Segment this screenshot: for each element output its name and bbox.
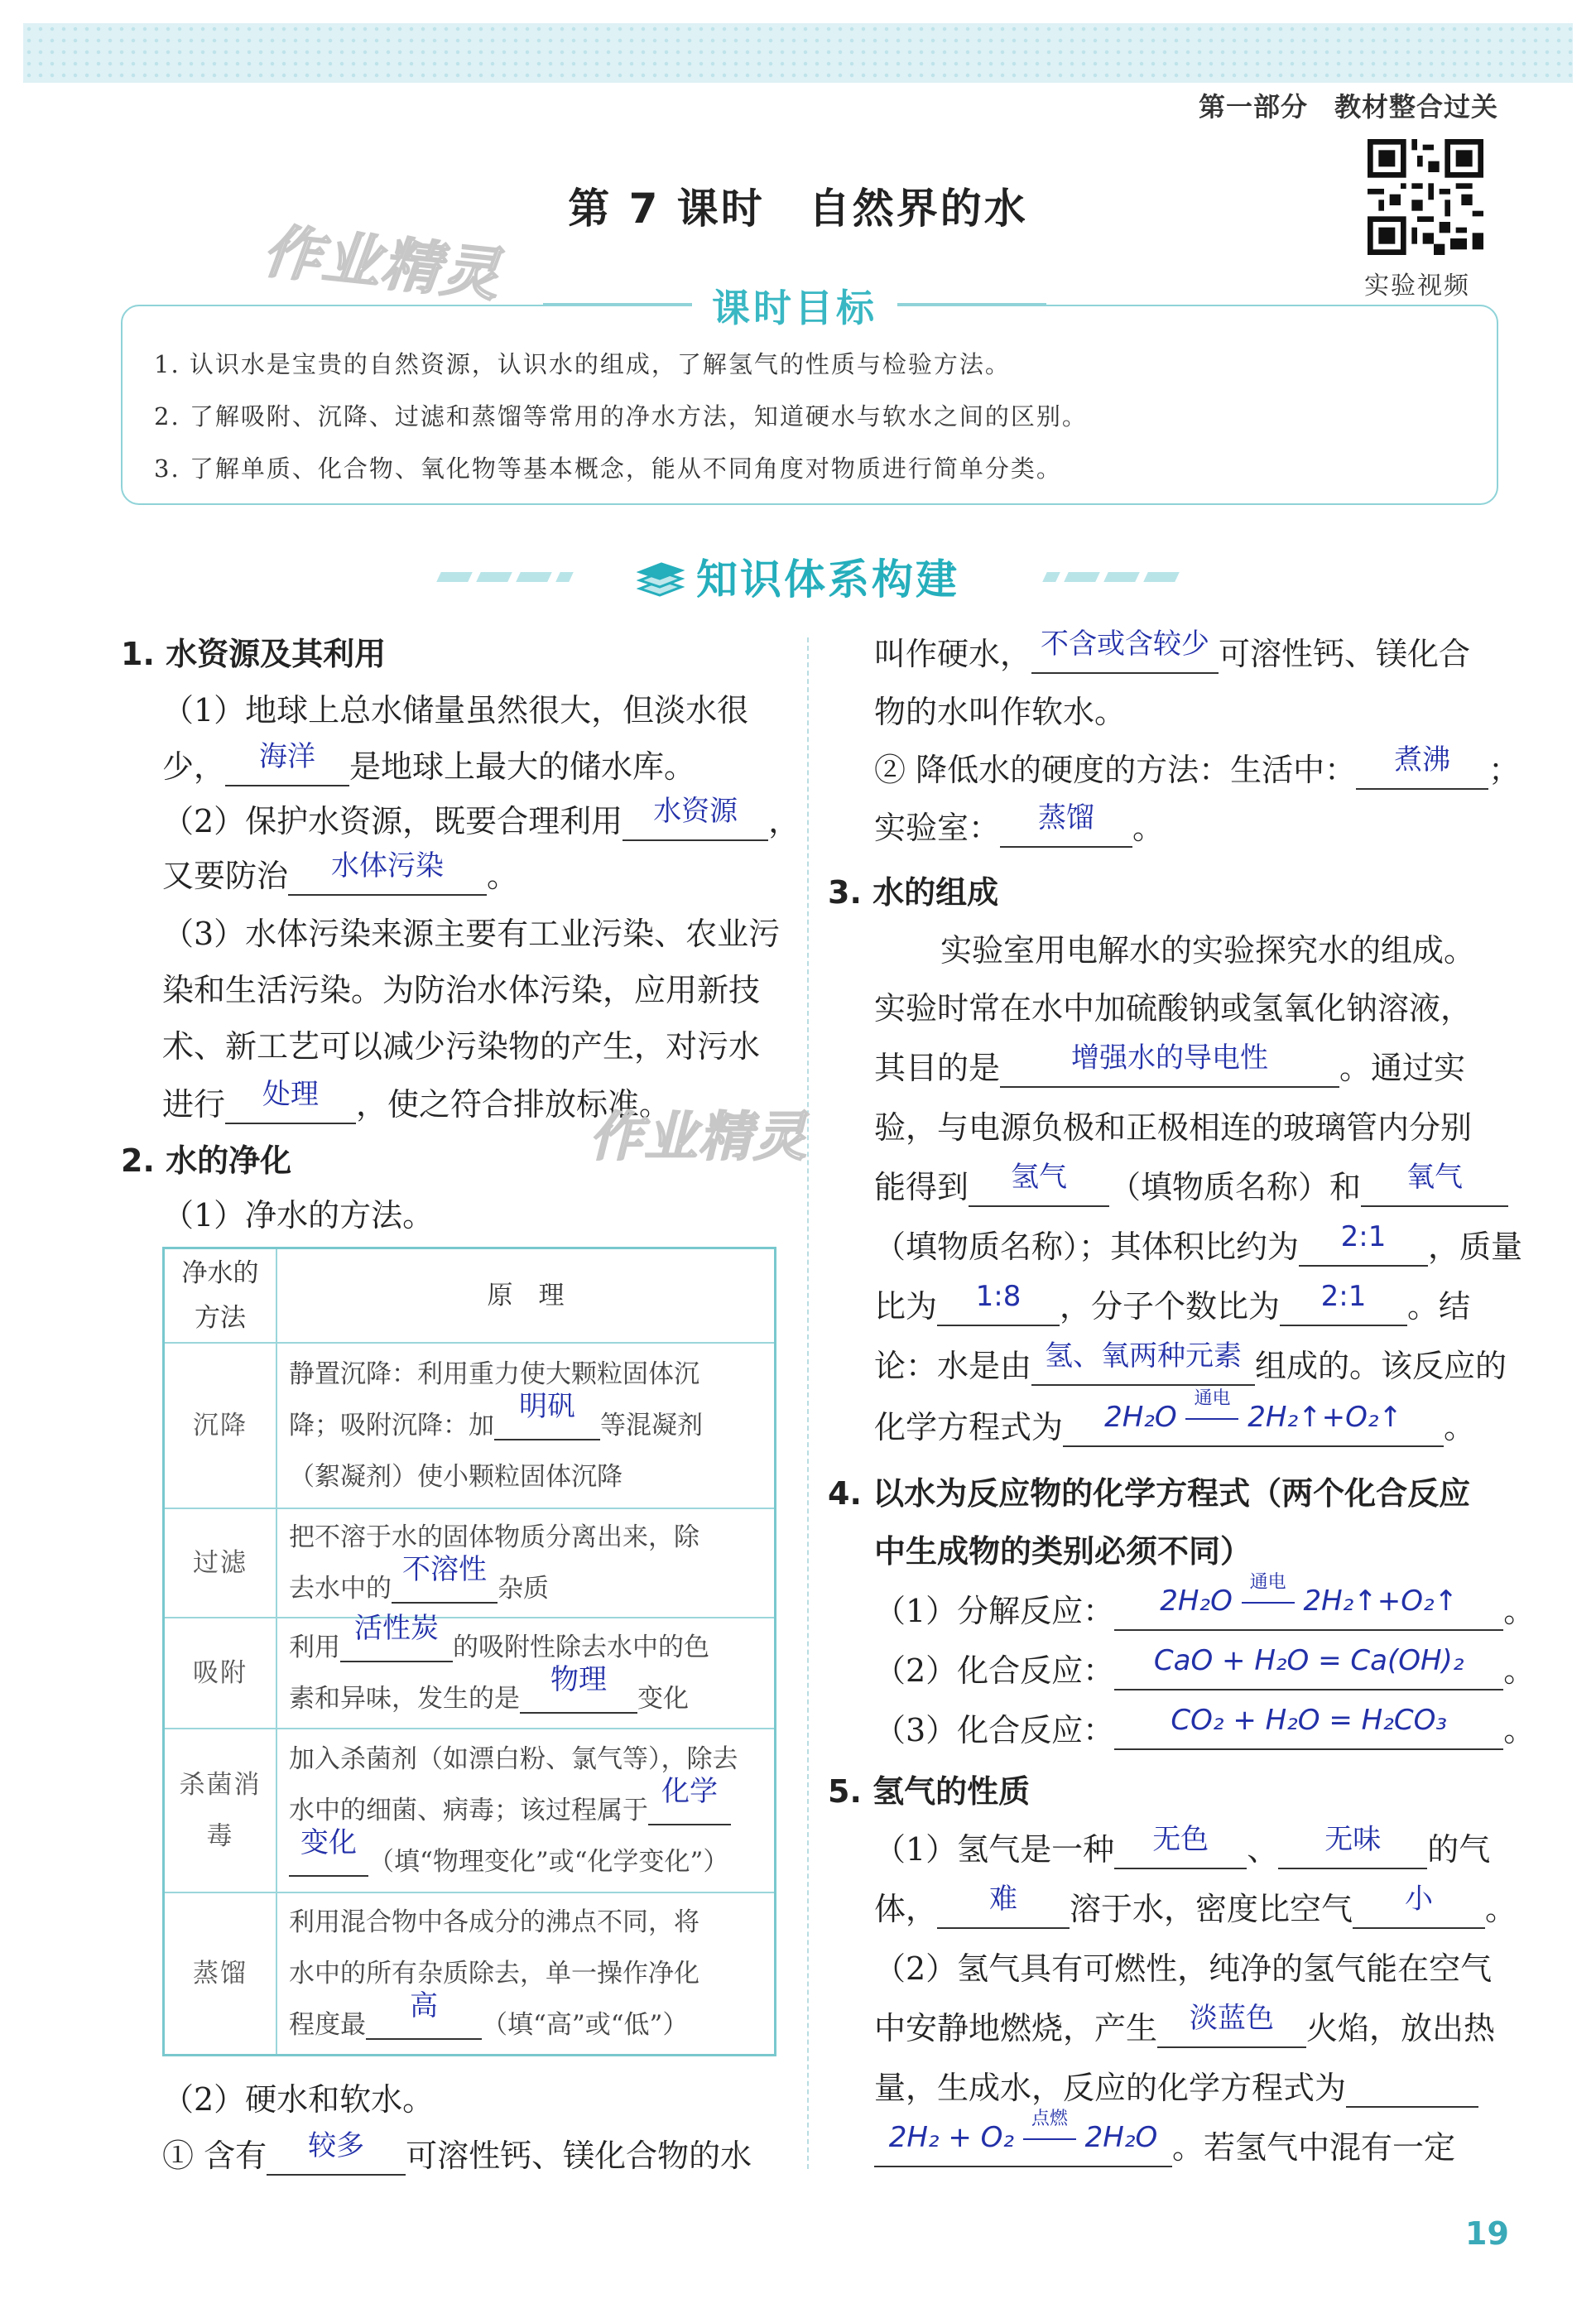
answer-odorless: 无味	[1324, 1823, 1382, 1856]
equation-electrolysis-1: 2H₂O 通电 2H₂↑+O₂↑	[1104, 1388, 1402, 1434]
heading-purification: 2. 水的净化	[121, 1142, 292, 1179]
right-r9: 能得到 氢气 （填物质名称）和 氧气	[874, 1167, 1508, 1207]
page-number: 19	[1465, 2215, 1509, 2252]
answer-colorless: 无色	[1152, 1823, 1209, 1856]
principle-filtration: 把不溶于水的固体物质分离出来，除 去水中的 不溶性 杂质	[276, 1508, 776, 1618]
right-r5: 实验室用电解水的实验探究水的组成。	[940, 932, 1476, 969]
right-r12: 论：水是由 氢、氧两种元素 组成的。该反应的	[874, 1346, 1507, 1386]
section-title-wrap	[0, 546, 1596, 606]
right-r14: （1）分解反应： 2H₂O 通电 2H₂↑+O₂↑ 。	[874, 1572, 1536, 1629]
answer-chemical-1: 化学	[661, 1775, 718, 1808]
table-row	[164, 1618, 776, 1729]
answer-water-pollution: 水体污染	[331, 849, 445, 882]
method-disinfection: 杀菌消毒	[164, 1729, 277, 1892]
header-section: 教材整合过关	[1334, 91, 1498, 123]
right-r13: 化学方程式为 2H₂O 通电 2H₂↑+O₂↑ 。	[874, 1388, 1476, 1445]
left-p6: ① 含有 较多 可溶性钙、镁化合物的水	[162, 2136, 752, 2176]
right-r18: 体， 难 溶于水，密度比空气 小 。	[874, 1889, 1517, 1929]
top-decorative-band	[23, 23, 1573, 83]
right-r2: 物的水叫作软水。	[874, 694, 1127, 730]
equation-combination-2: CO₂ + H₂O = H₂CO₃	[1171, 1704, 1447, 1737]
goal-item-2: 2. 了解吸附、沉降、过滤和蒸馏等常用的净水方法，知道硬水与软水之间的区别。	[154, 402, 1088, 430]
right-r22: 2H₂ + O₂ 点燃 2H₂O 。若氢气中混有一定	[874, 2128, 1455, 2167]
right-r11: 比为 1:8 ，分子个数比为 2:1 。结	[874, 1286, 1470, 1326]
answer-elements: 氢、氧两种元素	[1045, 1339, 1243, 1373]
table-row	[164, 1343, 776, 1508]
answer-hydrogen: 氢气	[1011, 1161, 1068, 1194]
section-title: 知识体系构建	[696, 555, 959, 604]
table-head-method: 净水的方法	[164, 1248, 277, 1344]
watermark-top: 作业精灵	[259, 217, 504, 310]
principle-distillation: 利用混合物中各成分的沸点不同，将 水中的所有杂质除去，单一操作净化 程度最 高 （填“高”或“低”）	[276, 1892, 776, 2055]
left-p2a: （2）保护水资源，既要合理利用 水资源 ，	[162, 801, 800, 841]
right-r16: （3）化合反应： CO₂ + H₂O = H₂CO₃ 。	[874, 1710, 1535, 1750]
right-r10: （填物质名称）；其体积比约为 2:1 ，质量	[874, 1227, 1522, 1267]
book-stack-icon	[637, 560, 685, 600]
right-r15: （2）化合反应： CaO + H₂O = Ca(OH)₂ 。	[874, 1651, 1535, 1690]
right-r20: 中安静地燃烧，产生 淡蓝色 火焰，放出热	[874, 2008, 1495, 2048]
left-p3d: 进行 处理 ，使之符合排放标准。	[162, 1084, 671, 1124]
column-divider	[807, 637, 809, 2169]
method-adsorption: 吸附	[164, 1618, 277, 1729]
table-head-principle: 原 理	[276, 1248, 776, 1344]
running-header	[1172, 86, 1498, 124]
lesson-title: 第 7 课时 自然界的水	[568, 185, 1028, 233]
answer-none-or-less: 不含或含较少	[1041, 628, 1210, 661]
goals-title: 课时目标	[692, 278, 897, 333]
right-r17: （1）氢气是一种 无色 、 无味 的气	[874, 1830, 1490, 1869]
answer-boil: 煮沸	[1394, 743, 1451, 777]
heading-water-reactions-b: 中生成物的类别必须不同）	[874, 1533, 1252, 1570]
table-row	[164, 1729, 776, 1892]
goal-item-1: 1. 认识水是宝贵的自然资源，认识水的组成，了解氢气的性质与检验方法。	[154, 350, 1011, 378]
left-p3b: 染和生活污染。为防治水体污染，应用新技	[162, 972, 761, 1008]
table-row	[164, 1892, 776, 2055]
answer-physical: 物理	[550, 1663, 607, 1696]
answer-ocean: 海洋	[259, 740, 316, 773]
watermark-middle: 作业精灵	[589, 1107, 808, 1168]
method-sedimentation: 沉降	[164, 1343, 277, 1508]
left-p1b: 少， 海洋 是地球上最大的储水库。	[162, 747, 695, 786]
purification-table	[162, 1247, 776, 2056]
answer-high: 高	[410, 1989, 438, 2022]
answer-chemical-2: 变化	[300, 1826, 357, 1859]
left-p2b: 又要防治 水体污染 。	[162, 856, 518, 896]
principle-adsorption: 利用 活性炭 的吸附性除去水中的色 素和异味，发生的是 物理 变化	[276, 1618, 776, 1729]
answer-insoluble: 不溶性	[402, 1553, 487, 1586]
table-header-row	[164, 1248, 776, 1344]
table-row	[164, 1508, 776, 1618]
heading-hydrogen-properties: 5. 氢气的性质	[828, 1773, 1031, 1810]
right-r8: 验，与电源负极和正极相连的玻璃管内分别	[874, 1109, 1473, 1146]
answer-mass-ratio: 1:8	[975, 1280, 1022, 1313]
answer-volume-ratio: 2:1	[1340, 1220, 1387, 1253]
left-p3c: 术、新工艺可以减少污染物的产生，对污水	[162, 1028, 761, 1065]
principle-disinfection: 加入杀菌剂（如漂白粉、氯气等），除去 水中的细菌、病毒；该过程属于 化学 变化 （填“物理变化”或“化学变化”）	[276, 1729, 776, 1892]
header-part: 第一部分	[1198, 91, 1308, 123]
principle-sedimentation: 静置沉降：利用重力使大颗粒固体沉 降；吸附沉降：加 明矾 等混凝剂 （絮凝剂）使小颗粒固体沉降	[276, 1343, 776, 1508]
equation-hydrogen-combustion: 2H₂ + O₂ 点燃 2H₂O	[888, 2109, 1158, 2154]
right-r7: 其目的是 增强水的导电性 。通过实	[874, 1048, 1465, 1088]
left-p4: （1）净水的方法。	[162, 1197, 435, 1234]
right-r4: 实验室： 蒸馏 。	[874, 808, 1164, 848]
answer-oxygen: 氧气	[1406, 1161, 1464, 1194]
answer-molecule-ratio: 2:1	[1320, 1280, 1367, 1313]
goal-item-3: 3. 了解单质、化合物、氧化物等基本概念，能从不同角度对物质进行简单分类。	[154, 454, 1062, 483]
right-r1: 叫作硬水， 不含或含较少 可溶性钙、镁化合	[874, 634, 1470, 674]
answer-pale-blue: 淡蓝色	[1190, 2002, 1275, 2035]
equation-decomposition: 2H₂O 通电 2H₂↑+O₂↑	[1160, 1572, 1459, 1618]
heading-water-resources: 1. 水资源及其利用	[121, 636, 387, 672]
answer-conductivity: 增强水的导电性	[1071, 1041, 1269, 1075]
answer-alum: 明矾	[519, 1390, 575, 1423]
equation-combination-1: CaO + H₂O = Ca(OH)₂	[1153, 1644, 1464, 1677]
left-p3a: （3）水体污染来源主要有工业污染、农业污	[162, 916, 781, 952]
qr-label: 实验视频	[1364, 272, 1470, 301]
left-p5: （2）硬水和软水。	[162, 2081, 435, 2118]
method-filtration: 过滤	[164, 1508, 277, 1618]
right-r19: （2）氢气具有可燃性，纯净的氢气能在空气	[874, 1950, 1493, 1987]
method-distillation: 蒸馏	[164, 1892, 277, 2055]
answer-more: 较多	[308, 2129, 365, 2162]
answer-hard-to-dissolve: 难	[989, 1883, 1018, 1916]
right-r3: ② 降低水的硬度的方法：生活中： 煮沸 ；	[874, 750, 1520, 790]
heading-water-composition: 3. 水的组成	[828, 874, 999, 911]
answer-activated-carbon: 活性炭	[354, 1612, 439, 1645]
right-r21: 量，生成水，反应的化学方程式为	[874, 2068, 1478, 2108]
answer-treatment: 处理	[262, 1078, 320, 1111]
heading-water-reactions-a: 4. 以水为反应物的化学方程式（两个化合反应	[828, 1475, 1471, 1512]
right-r6: 实验时常在水中加硫酸钠或氢氧化钠溶液，	[874, 990, 1473, 1027]
answer-water-resources: 水资源	[653, 795, 738, 828]
answer-small: 小	[1405, 1883, 1434, 1916]
left-p1a: （1）地球上总水储量虽然很大，但淡水很	[162, 692, 749, 729]
answer-distill: 蒸馏	[1038, 801, 1095, 834]
